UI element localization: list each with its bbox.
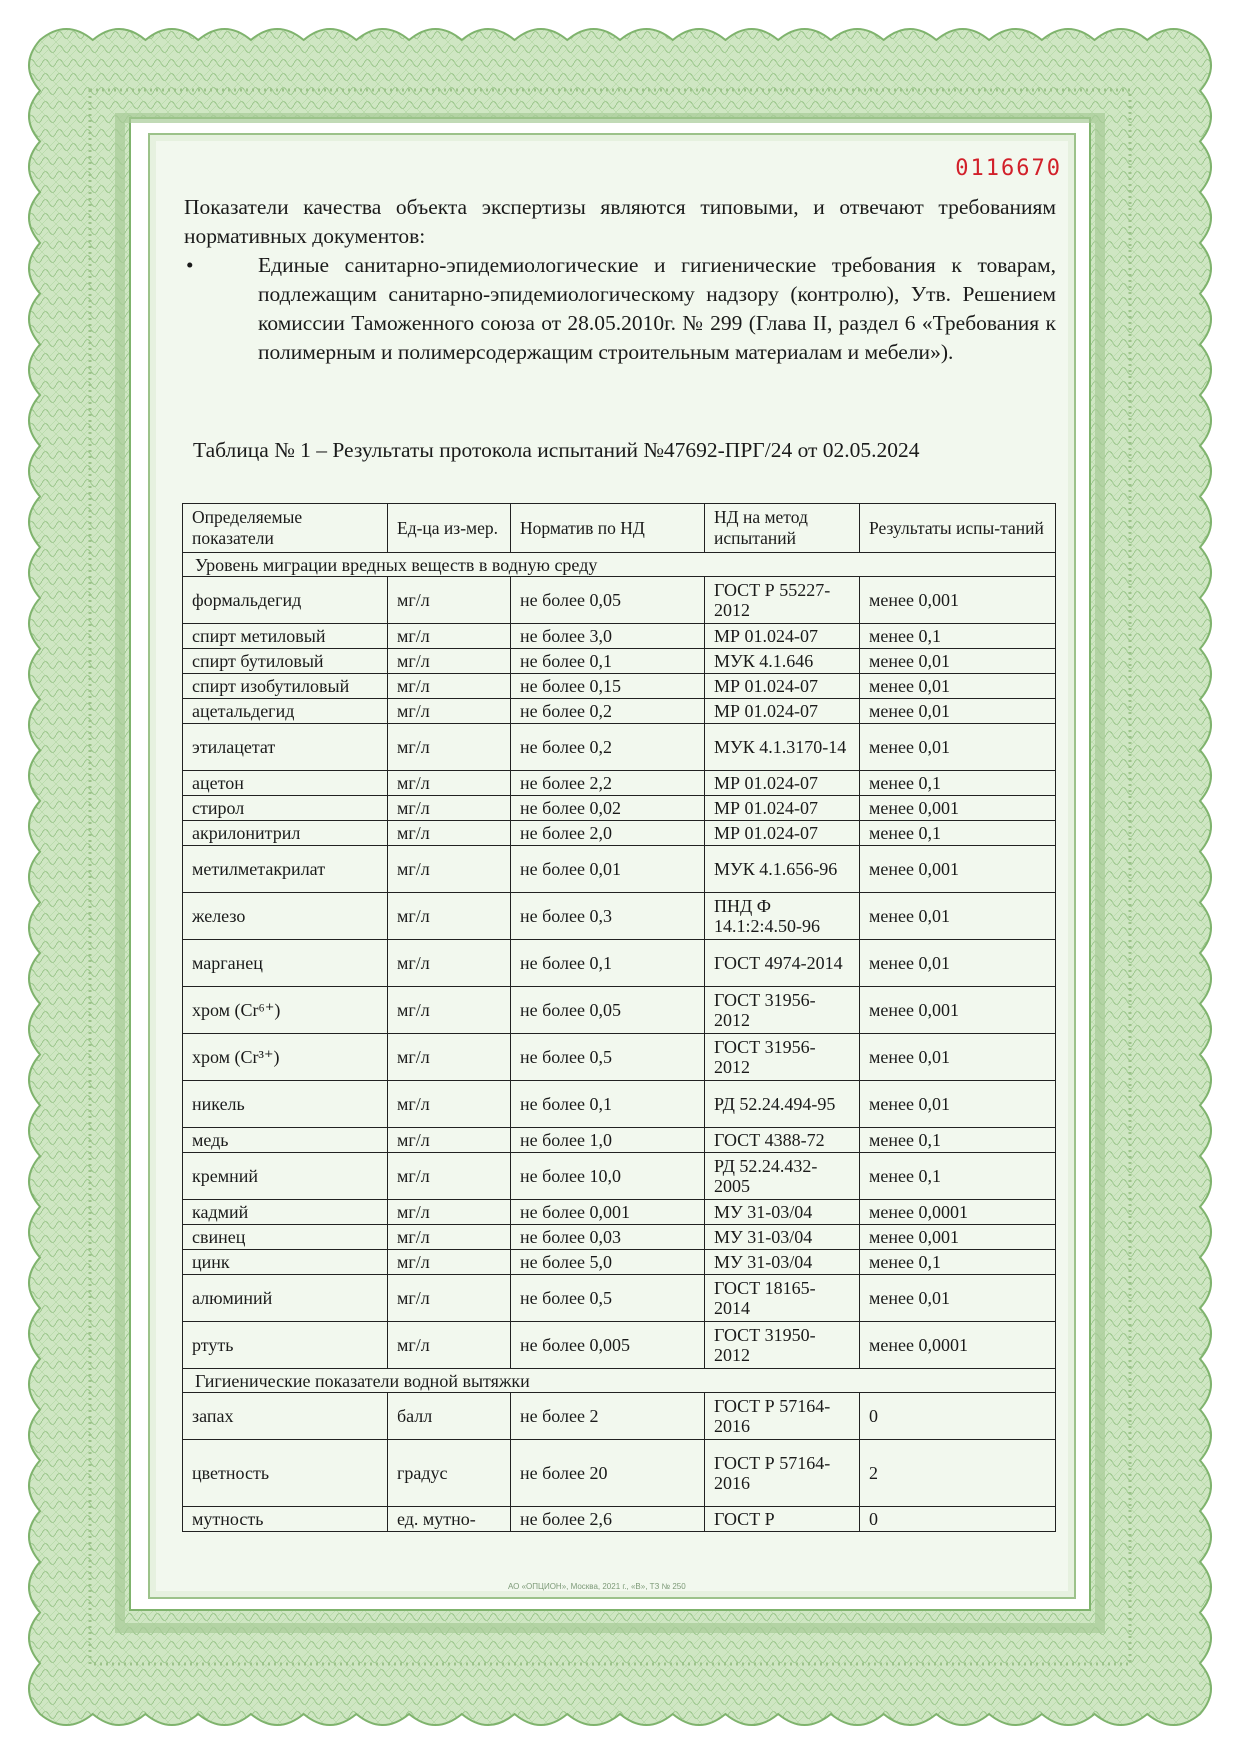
cell-result: менее 0,01 xyxy=(860,649,1056,674)
cell-norm: не более 2 xyxy=(511,1393,705,1440)
cell-unit: мг/л xyxy=(388,1081,511,1128)
cell-norm: не более 0,2 xyxy=(511,699,705,724)
cell-unit: мг/л xyxy=(388,893,511,940)
cell-name: запах xyxy=(183,1393,388,1440)
cell-norm: не более 0,005 xyxy=(511,1322,705,1369)
cell-result: менее 0,1 xyxy=(860,771,1056,796)
cell-norm: не более 3,0 xyxy=(511,624,705,649)
results-table xyxy=(182,503,1056,1532)
cell-name: ртуть xyxy=(183,1322,388,1369)
cell-unit: мг/л xyxy=(388,649,511,674)
cell-name: метилметакрилат xyxy=(183,846,388,893)
cell-unit: мг/л xyxy=(388,724,511,771)
header-method: НД на метод испытаний xyxy=(705,504,860,553)
bullet-icon: • xyxy=(186,253,194,277)
table-row xyxy=(183,846,1056,893)
cell-unit: мг/л xyxy=(388,1034,511,1081)
cell-method: МУК 4.1.656-96 xyxy=(705,846,860,893)
bullet-text: Единые санитарно-эпидемиологические и гигиенические требования к товарам, подлежащим санитарно-эпидемиологическому надзору (контролю), Утв. Решением комиссии Таможенного союза от 28.05.2010г. № 299 (Глава II, раздел 6 «Требования к полимерным и полимерсодержащим строительным материалам и мебели»). xyxy=(258,253,1056,364)
cell-name: кремний xyxy=(183,1153,388,1200)
cell-method: МР 01.024-07 xyxy=(705,699,860,724)
table-row xyxy=(183,1393,1056,1440)
cell-result: менее 0,1 xyxy=(860,1128,1056,1153)
cell-unit: мг/л xyxy=(388,624,511,649)
cell-result: менее 0,01 xyxy=(860,699,1056,724)
cell-result: менее 0,0001 xyxy=(860,1322,1056,1369)
cell-name: акрилонитрил xyxy=(183,821,388,846)
cell-norm: не более 0,15 xyxy=(511,674,705,699)
cell-method: МУ 31-03/04 xyxy=(705,1200,860,1225)
cell-norm: не более 10,0 xyxy=(511,1153,705,1200)
cell-result: менее 0,01 xyxy=(860,1081,1056,1128)
cell-method: ГОСТ 4388-72 xyxy=(705,1128,860,1153)
cell-method: МУ 31-03/04 xyxy=(705,1250,860,1275)
cell-name: ацетон xyxy=(183,771,388,796)
cell-result: менее 0,0001 xyxy=(860,1200,1056,1225)
table-row xyxy=(183,987,1056,1034)
cell-method: РД 52.24.432-2005 xyxy=(705,1153,860,1200)
cell-result: 0 xyxy=(860,1393,1056,1440)
cell-norm: не более 2,2 xyxy=(511,771,705,796)
cell-unit: мг/л xyxy=(388,577,511,624)
cell-norm: не более 0,01 xyxy=(511,846,705,893)
cell-name: алюминий xyxy=(183,1275,388,1322)
cell-name: ацетальдегид xyxy=(183,699,388,724)
table-row xyxy=(183,699,1056,724)
cell-unit: мг/л xyxy=(388,987,511,1034)
table-row xyxy=(183,1153,1056,1200)
table-row xyxy=(183,624,1056,649)
cell-unit: мг/л xyxy=(388,1200,511,1225)
cell-unit: градус xyxy=(388,1440,511,1507)
cell-unit: мг/л xyxy=(388,1250,511,1275)
cell-unit: мг/л xyxy=(388,1322,511,1369)
cell-norm: не более 0,1 xyxy=(511,649,705,674)
table-row xyxy=(183,649,1056,674)
cell-result: менее 0,1 xyxy=(860,1250,1056,1275)
table-row xyxy=(183,1128,1056,1153)
table-row xyxy=(183,1250,1056,1275)
cell-method: ГОСТ 31956-2012 xyxy=(705,1034,860,1081)
cell-unit: мг/л xyxy=(388,1225,511,1250)
cell-name: спирт бутиловый xyxy=(183,649,388,674)
cell-result: менее 0,001 xyxy=(860,1225,1056,1250)
cell-method: МР 01.024-07 xyxy=(705,821,860,846)
cell-unit: мг/л xyxy=(388,1128,511,1153)
cell-norm: не более 0,1 xyxy=(511,940,705,987)
table-row xyxy=(183,1200,1056,1225)
cell-result: менее 0,01 xyxy=(860,674,1056,699)
cell-result: менее 0,001 xyxy=(860,577,1056,624)
cell-method: ГОСТ 18165-2014 xyxy=(705,1275,860,1322)
printer-imprint: АО «ОПЦИОН», Москва, 2021 г., «В», ТЗ № 250 xyxy=(508,1582,686,1591)
cell-unit: мг/л xyxy=(388,796,511,821)
cell-name: железо xyxy=(183,893,388,940)
cell-norm: не более 20 xyxy=(511,1440,705,1507)
cell-norm: не более 0,3 xyxy=(511,893,705,940)
cell-method: ГОСТ Р xyxy=(705,1507,860,1532)
cell-unit: мг/л xyxy=(388,940,511,987)
cell-unit: мг/л xyxy=(388,846,511,893)
cell-method: ГОСТ Р 57164-2016 xyxy=(705,1393,860,1440)
cell-norm: не более 0,5 xyxy=(511,1275,705,1322)
cell-norm: не более 0,05 xyxy=(511,577,705,624)
table-row xyxy=(183,1275,1056,1322)
cell-norm: не более 0,2 xyxy=(511,724,705,771)
cell-method: МР 01.024-07 xyxy=(705,674,860,699)
table-section-row xyxy=(183,1369,1056,1393)
cell-name: стирол xyxy=(183,796,388,821)
table-row xyxy=(183,1507,1056,1532)
cell-norm: не более 5,0 xyxy=(511,1250,705,1275)
cell-norm: не более 0,05 xyxy=(511,987,705,1034)
table-row xyxy=(183,1034,1056,1081)
cell-norm: не более 2,0 xyxy=(511,821,705,846)
table-row xyxy=(183,821,1056,846)
cell-method: МР 01.024-07 xyxy=(705,796,860,821)
bullet-item xyxy=(184,251,1056,367)
cell-name: спирт изобутиловый xyxy=(183,674,388,699)
cell-method: ГОСТ 4974-2014 xyxy=(705,940,860,987)
table-row xyxy=(183,893,1056,940)
table-row xyxy=(183,796,1056,821)
cell-unit: мг/л xyxy=(388,771,511,796)
cell-name: марганец xyxy=(183,940,388,987)
table-row xyxy=(183,724,1056,771)
cell-unit: ед. мутно- xyxy=(388,1507,511,1532)
cell-method: ГОСТ 31956-2012 xyxy=(705,987,860,1034)
cell-result: менее 0,1 xyxy=(860,624,1056,649)
cell-result: менее 0,1 xyxy=(860,1153,1056,1200)
intro-paragraph: Показатели качества объекта экспертизы являются типовыми, и отвечают требованиям нормативных документов: xyxy=(184,195,1056,248)
header-norm: Норматив по НД xyxy=(511,504,705,553)
table-row xyxy=(183,674,1056,699)
header-indicator: Определяемые показатели xyxy=(183,504,388,553)
cell-norm: не более 0,001 xyxy=(511,1200,705,1225)
table-header-row xyxy=(183,504,1056,553)
cell-name: цинк xyxy=(183,1250,388,1275)
cell-method: МУ 31-03/04 xyxy=(705,1225,860,1250)
cell-method: РД 52.24.494-95 xyxy=(705,1081,860,1128)
cell-result: 0 xyxy=(860,1507,1056,1532)
cell-unit: мг/л xyxy=(388,1275,511,1322)
cell-name: формальдегид xyxy=(183,577,388,624)
table-section-row xyxy=(183,553,1056,577)
cell-name: хром (Cr³⁺) xyxy=(183,1034,388,1081)
cell-name: кадмий xyxy=(183,1200,388,1225)
cell-result: менее 0,001 xyxy=(860,796,1056,821)
cell-name: цветность xyxy=(183,1440,388,1507)
table-row xyxy=(183,1081,1056,1128)
cell-norm: не более 0,03 xyxy=(511,1225,705,1250)
cell-norm: не более 2,6 xyxy=(511,1507,705,1532)
cell-name: мутность xyxy=(183,1507,388,1532)
cell-result: менее 0,01 xyxy=(860,940,1056,987)
cell-method: МУК 4.1.646 xyxy=(705,649,860,674)
cell-method: ГОСТ Р 57164-2016 xyxy=(705,1440,860,1507)
cell-method: МУК 4.1.3170-14 xyxy=(705,724,860,771)
cell-method: ПНД Ф 14.1:2:4.50-96 xyxy=(705,893,860,940)
cell-name: свинец xyxy=(183,1225,388,1250)
cell-result: менее 0,01 xyxy=(860,724,1056,771)
cell-unit: мг/л xyxy=(388,674,511,699)
cell-result: менее 0,001 xyxy=(860,846,1056,893)
cell-method: МР 01.024-07 xyxy=(705,771,860,796)
intro-block xyxy=(184,193,1056,367)
cell-unit: мг/л xyxy=(388,821,511,846)
cell-result: менее 0,01 xyxy=(860,1034,1056,1081)
cell-norm: не более 1,0 xyxy=(511,1128,705,1153)
table-caption: Таблица № 1 – Результаты протокола испытаний №47692-ПРГ/24 от 02.05.2024 xyxy=(193,438,920,462)
cell-norm: не более 0,5 xyxy=(511,1034,705,1081)
serial-number: 0116670 xyxy=(955,156,1062,181)
cell-method: ГОСТ 31950-2012 xyxy=(705,1322,860,1369)
cell-name: спирт метиловый xyxy=(183,624,388,649)
cell-name: медь xyxy=(183,1128,388,1153)
cell-unit: мг/л xyxy=(388,699,511,724)
cell-unit: балл xyxy=(388,1393,511,1440)
header-unit: Ед-ца из-мер. xyxy=(388,504,511,553)
section-title: Уровень миграции вредных веществ в водную среду xyxy=(183,553,1056,577)
section-title: Гигиенические показатели водной вытяжки xyxy=(183,1369,1056,1393)
cell-name: хром (Cr⁶⁺) xyxy=(183,987,388,1034)
cell-result: менее 0,01 xyxy=(860,1275,1056,1322)
cell-result: менее 0,1 xyxy=(860,821,1056,846)
table-row xyxy=(183,771,1056,796)
cell-result: менее 0,01 xyxy=(860,893,1056,940)
cell-name: никель xyxy=(183,1081,388,1128)
table-row xyxy=(183,1225,1056,1250)
cell-name: этилацетат xyxy=(183,724,388,771)
cell-method: ГОСТ Р 55227-2012 xyxy=(705,577,860,624)
cell-norm: не более 0,02 xyxy=(511,796,705,821)
table-row xyxy=(183,1440,1056,1507)
cell-result: 2 xyxy=(860,1440,1056,1507)
cell-unit: мг/л xyxy=(388,1153,511,1200)
cell-norm: не более 0,1 xyxy=(511,1081,705,1128)
cell-result: менее 0,001 xyxy=(860,987,1056,1034)
cell-method: МР 01.024-07 xyxy=(705,624,860,649)
header-result: Результаты испы-таний xyxy=(860,504,1056,553)
table-row xyxy=(183,577,1056,624)
table-row xyxy=(183,940,1056,987)
table-row xyxy=(183,1322,1056,1369)
